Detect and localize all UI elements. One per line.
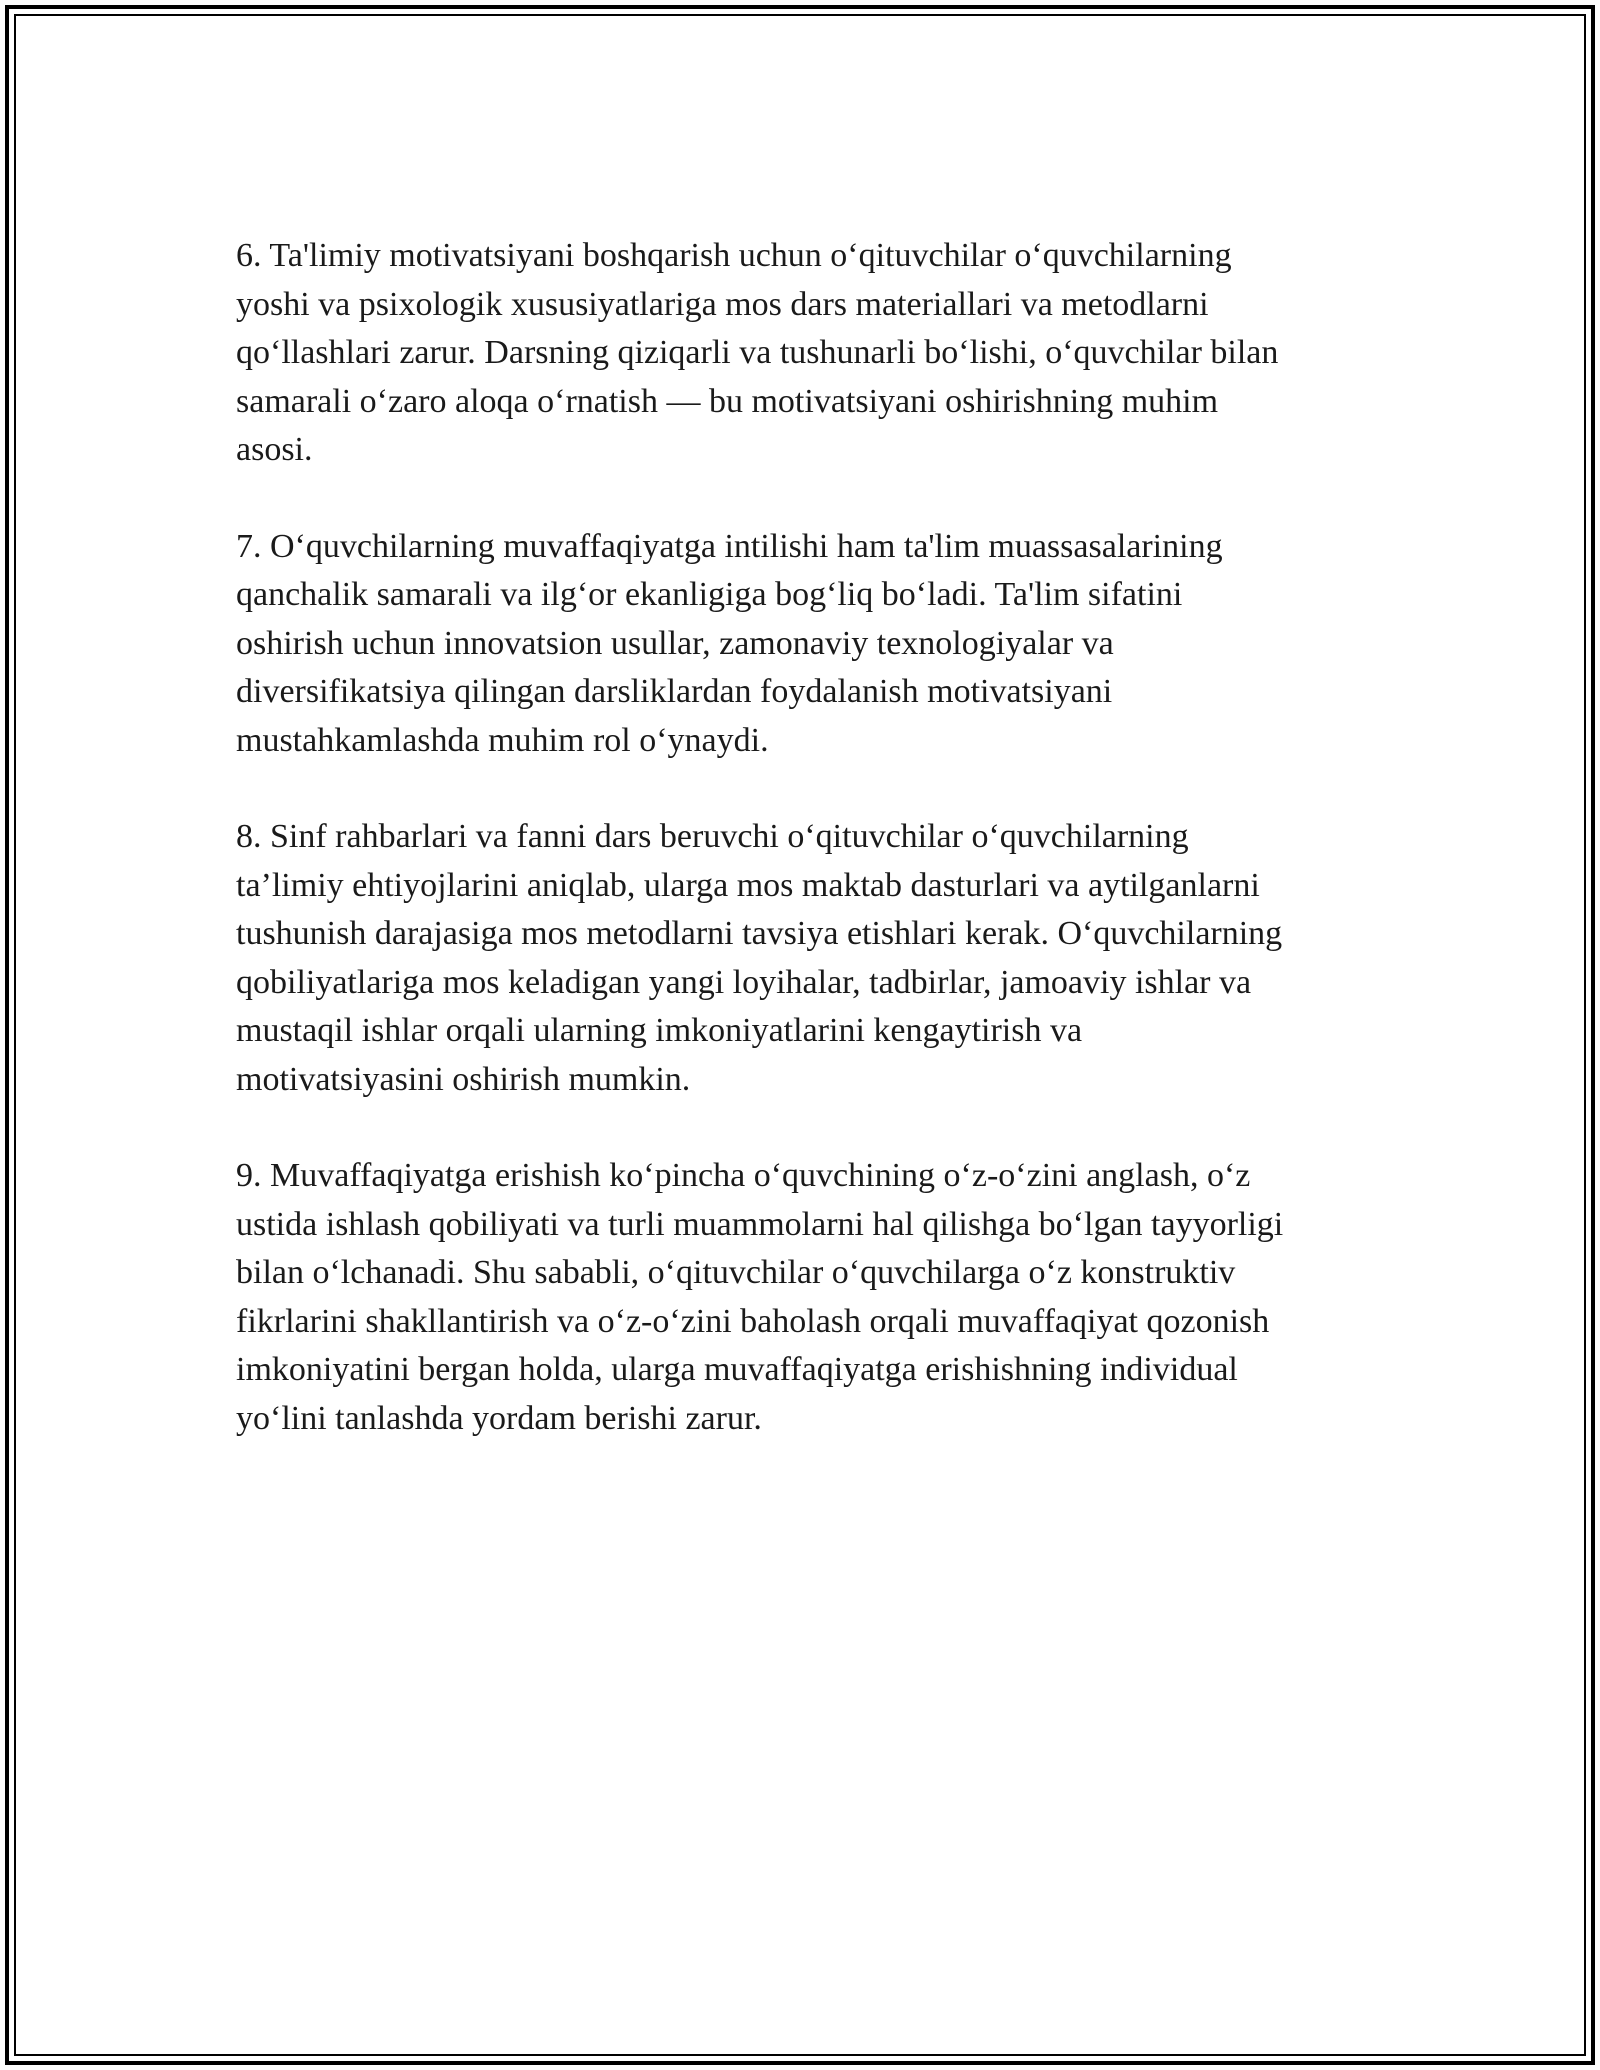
- document-body: [236, 232, 1366, 1491]
- paragraph-6: 6. Ta'limiy motivatsiyani boshqarish uchun o‘qituvchilar o‘quvchilarning yoshi va psixologik xususiyatlariga mos dars materiallari va metodlarni qo‘llashlari zarur. Darsning qiziqarli va tushunarli bo‘lishi, o‘quvchilar bilan samarali o‘zaro aloqa o‘rnatish — bu motivatsiyani oshirishning muhim asosi.: [236, 237, 1279, 468]
- paragraph-7: 7. O‘quvchilarning muvaffaqiyatga intilishi ham ta'lim muassasalarining qanchalik samarali va ilg‘or ekanligiga bog‘liq bo‘ladi. Ta'lim sifatini oshirish uchun innovatsion usullar, zamonaviy texnologiyalar va diversifikatsiya qilingan darsliklardan foydalanish motivatsiyani mustahkamlashda muhim rol o‘ynaydi.: [236, 527, 1223, 759]
- paragraph-8: 8. Sinf rahbarlari va fanni dars beruvchi o‘qituvchilar o‘quvchilarning ta’limiy ehtiyojlarini aniqlab, ularga mos maktab dasturlari va aytilganlarni tushunish darajasiga mos metodlarni tavsiya etishlari kerak. O‘quvchilarning qobiliyatlariga mos keladigan yangi loyihalar, tadbirlar, jamoaviy ishlar va mustaqil ishlar orqali ularning imkoniyatlarini kengaytirish va motivatsiyasini oshirish mumkin.: [236, 818, 1283, 1098]
- paragraph-9: 9. Muvaffaqiyatga erishish ko‘pincha o‘quvchining o‘z-o‘zini anglash, o‘z ustida ishlash qobiliyati va turli muammolarni hal qilishga bo‘lgan tayyorligi bilan o‘lchanadi. Shu sababli, o‘qituvchilar o‘quvchilarga o‘z konstruktiv fikrlarini shakllantirish va o‘z-o‘zini baholash orqali muvaffaqiyat qozonish imkoniyatini bergan holda, ularga muvaffaqiyatga erishishning individual yo‘lini tanlashda yordam berishi zarur.: [236, 1157, 1284, 1437]
